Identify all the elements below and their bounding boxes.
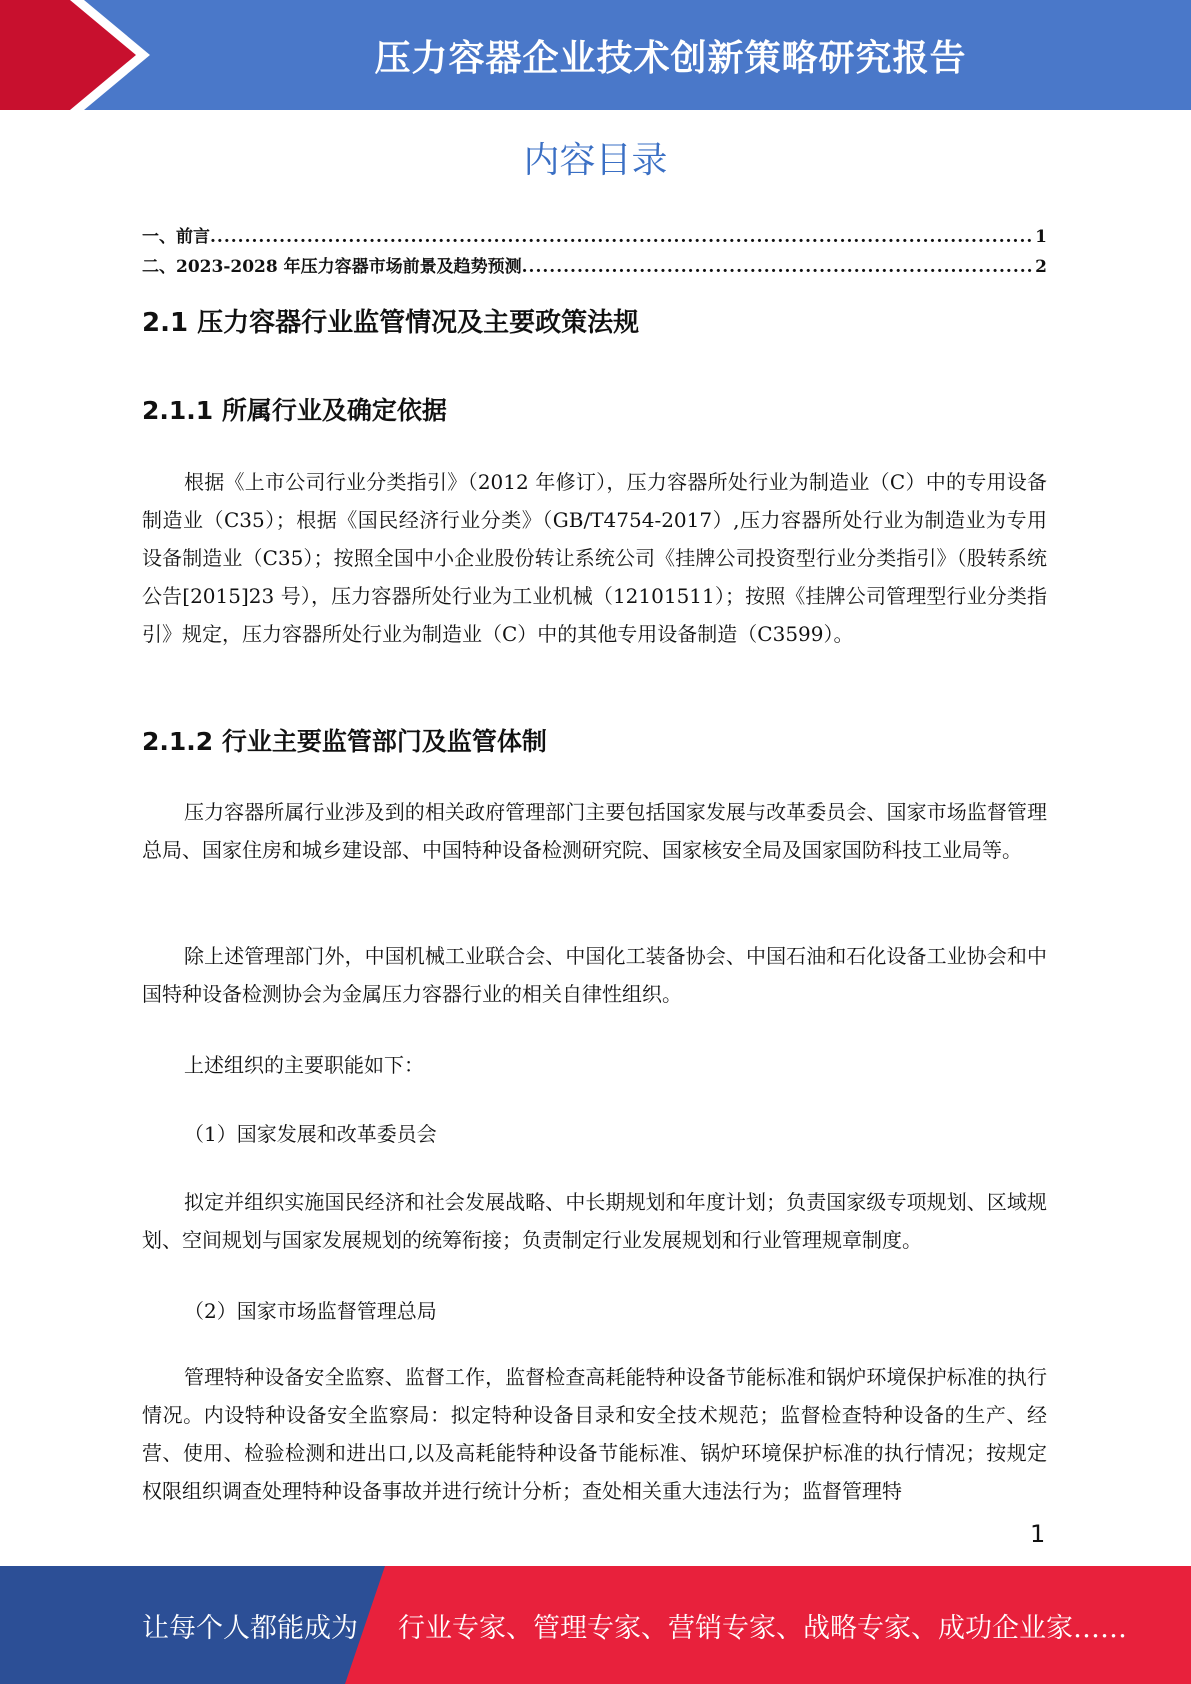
- header-banner: [0, 0, 1191, 110]
- footer-banner: [0, 1566, 1191, 1684]
- paragraph-samr-duties: 管理特种设备安全监察、监督工作，监督检查高耗能特种设备节能标准和锅炉环境保护标准的执行情况。内设特种设备安全监察局：拟定特种设备目录和安全技术规范；监督检查特种设备的生产、经营、使用、检验检测和进出口,以及高耗能特种设备节能标准、锅炉环境保护标准的执行情况；按规定权限组织调查处理特种设备事故并进行统计分析；查处相关重大违法行为；监督管理特: [142, 1365, 1047, 1503]
- page-number: 1: [1030, 1520, 1046, 1548]
- toc-entry-label: 一、前言: [142, 227, 210, 247]
- toc-entry-label: 二、2023-2028 年压力容器市场前景及趋势预测: [142, 257, 522, 277]
- paragraph-item-2-heading: （2）国家市场监督管理总局: [184, 1299, 437, 1323]
- paragraph-regulators: 压力容器所属行业涉及到的相关政府管理部门主要包括国家发展与改革委员会、国家市场监督管理总局、国家住房和城乡建设部、中国特种设备检测研究院、国家核安全局及国家国防科技工业局等。: [142, 800, 1047, 862]
- toc-leader-dots: [522, 252, 1034, 282]
- paragraph-self-regulatory: 除上述管理部门外，中国机械工业联合会、中国化工装备协会、中国石油和石化设备工业协会和中国特种设备检测协会为金属压力容器行业的相关自律性组织。: [142, 944, 1047, 1006]
- paragraph-functions-intro: 上述组织的主要职能如下：: [184, 1053, 424, 1077]
- footer-slogan-right: 行业专家、管理专家、营销专家、战略专家、成功企业家……: [398, 1612, 1127, 1644]
- footer-slogan-left: 让每个人都能成为: [142, 1612, 358, 1644]
- toc-entry[interactable]: [142, 252, 1047, 282]
- table-of-contents: [142, 222, 1047, 282]
- paragraph-industry-basis: 根据《上市公司行业分类指引》（2012 年修订），压力容器所处行业为制造业（C）中的专用设备制造业（C35）；根据《国民经济行业分类》（GB/T4754-2017）,压力容器所处行业为制造业为专用设备制造业（C35）；按照全国中小企业股份转让系统公司《挂牌公司投资型行业分类指引》（股转系统公告[2015]23 号），压力容器所处行业为工业机械（12101511）；按照《挂牌公司管理型行业分类指引》规定，压力容器所处行业为制造业（C）中的其他专用设备制造（C3599）。: [142, 470, 1047, 646]
- section-heading-2-1: 2.1 压力容器行业监管情况及主要政策法规: [142, 308, 640, 338]
- toc-title: 内容目录: [523, 140, 668, 181]
- chevron-arrow-icon: [0, 0, 150, 110]
- section-heading-2-1-1: 2.1.1 所属行业及确定依据: [142, 396, 447, 425]
- toc-entry-page: 2: [1035, 257, 1047, 277]
- paragraph-ndrc-duties: 拟定并组织实施国民经济和社会发展战略、中长期规划和年度计划；负责国家级专项规划、区域规划、空间规划与国家发展规划的统筹衔接；负责制定行业发展规划和行业管理规章制度。: [142, 1190, 1047, 1252]
- toc-entry[interactable]: [142, 222, 1047, 252]
- toc-entry-page: 1: [1035, 227, 1047, 247]
- report-title: 压力容器企业技术创新策略研究报告: [374, 37, 967, 79]
- paragraph-item-1-heading: （1）国家发展和改革委员会: [184, 1122, 437, 1146]
- section-heading-2-1-2: 2.1.2 行业主要监管部门及监管体制: [142, 727, 547, 756]
- toc-leader-dots: [210, 222, 1033, 252]
